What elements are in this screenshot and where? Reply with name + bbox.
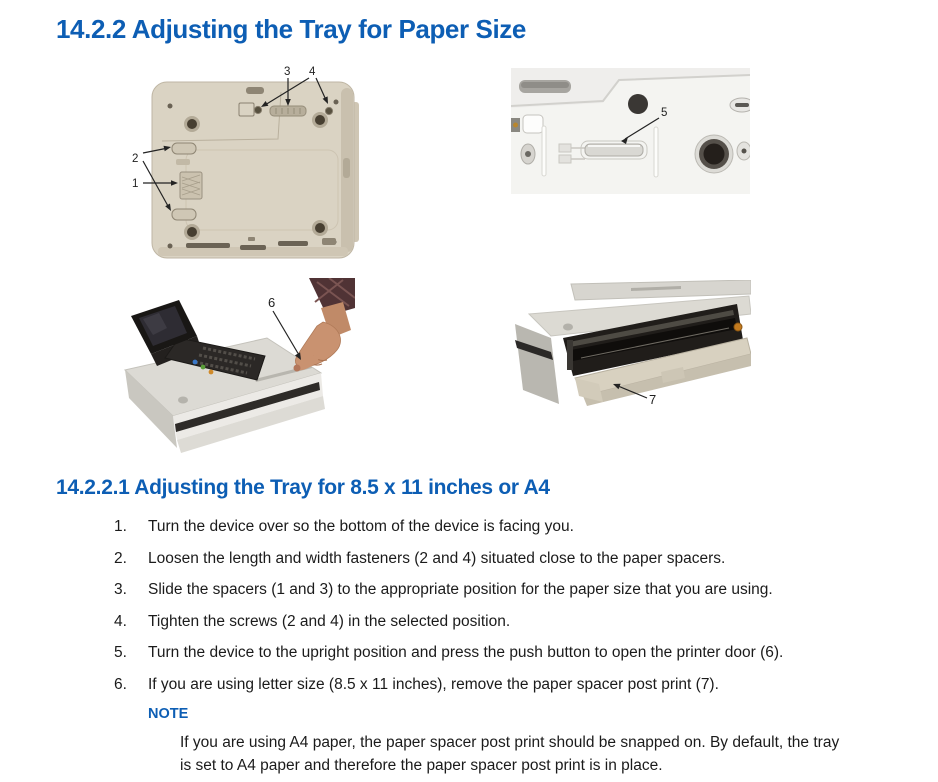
step-number: 5. [114,644,127,661]
section-heading: 14.2.2.1 Adjusting the Tray for 8.5 x 11 inches or A4 [56,476,550,499]
step-number: 4. [114,612,127,630]
svg-text:6: 6 [268,295,276,310]
svg-text:4: 4 [309,66,316,78]
step-number: 3. [114,581,127,598]
svg-text:7: 7 [649,392,657,407]
length-spacer-slot [270,106,306,116]
svg-text:3: 3 [284,66,291,78]
note-label: NOTE [148,706,189,722]
hand [293,278,355,374]
device-bottom-illustration [128,62,360,264]
step-number: 6. [114,675,127,693]
step-text: Turn the device to the upright position and press the push button to open the printer door (6). [148,644,784,661]
paper-spacer-label [180,172,202,199]
step-text: Loosen the length and width fasteners (2 and 4) situated close to the paper spacers. [148,549,726,567]
step-item-3 [114,579,894,601]
figure-printer-door-open [511,280,751,410]
svg-text:1: 1 [132,178,139,190]
device-body [152,82,359,258]
step-text: Turn the device over so the bottom of the device is facing you. [148,518,574,535]
step-number: 1. [114,518,127,535]
step-item-5 [114,642,894,664]
svg-text:2: 2 [132,153,139,165]
figure-press-push-button [117,278,355,458]
svg-text:5: 5 [661,107,668,119]
vent-hole [628,94,648,114]
step-text: Tighten the screws (2 and 4) in the selected position. [148,612,511,630]
bottom-closeup-illustration [511,68,750,194]
push-button-illustration [117,278,355,458]
figure-bottom-closeup [511,68,750,194]
note-text: If you are using A4 paper, the paper spacer post print should be snapped on. By default, the tray is set to A4 paper and therefore the paper spacer post print is in place. [180,734,840,774]
length-fastener-screw [325,107,332,114]
step-item-2 [114,548,894,570]
spacer-post-screw-right [734,323,742,331]
closeup-surface [511,68,750,194]
step-item-6 [114,674,894,696]
page-title: 14.2.2 Adjusting the Tray for Paper Size [56,14,526,44]
spacer-slot [581,141,647,159]
width-fastener-screw [254,106,261,113]
lens-button [695,135,733,173]
step-item-1 [114,516,894,538]
step-text: If you are using letter size (8.5 x 11 inches), remove the paper spacer post print (7). [148,675,719,693]
open-door-illustration [511,280,751,410]
step-text: Slide the spacers (1 and 3) to the appropriate position for the paper size that you are using. [148,581,773,598]
step-number: 2. [114,549,127,567]
step-item-4 [114,611,894,633]
instruction-steps [114,516,894,705]
figure-device-bottom-view [128,62,360,264]
